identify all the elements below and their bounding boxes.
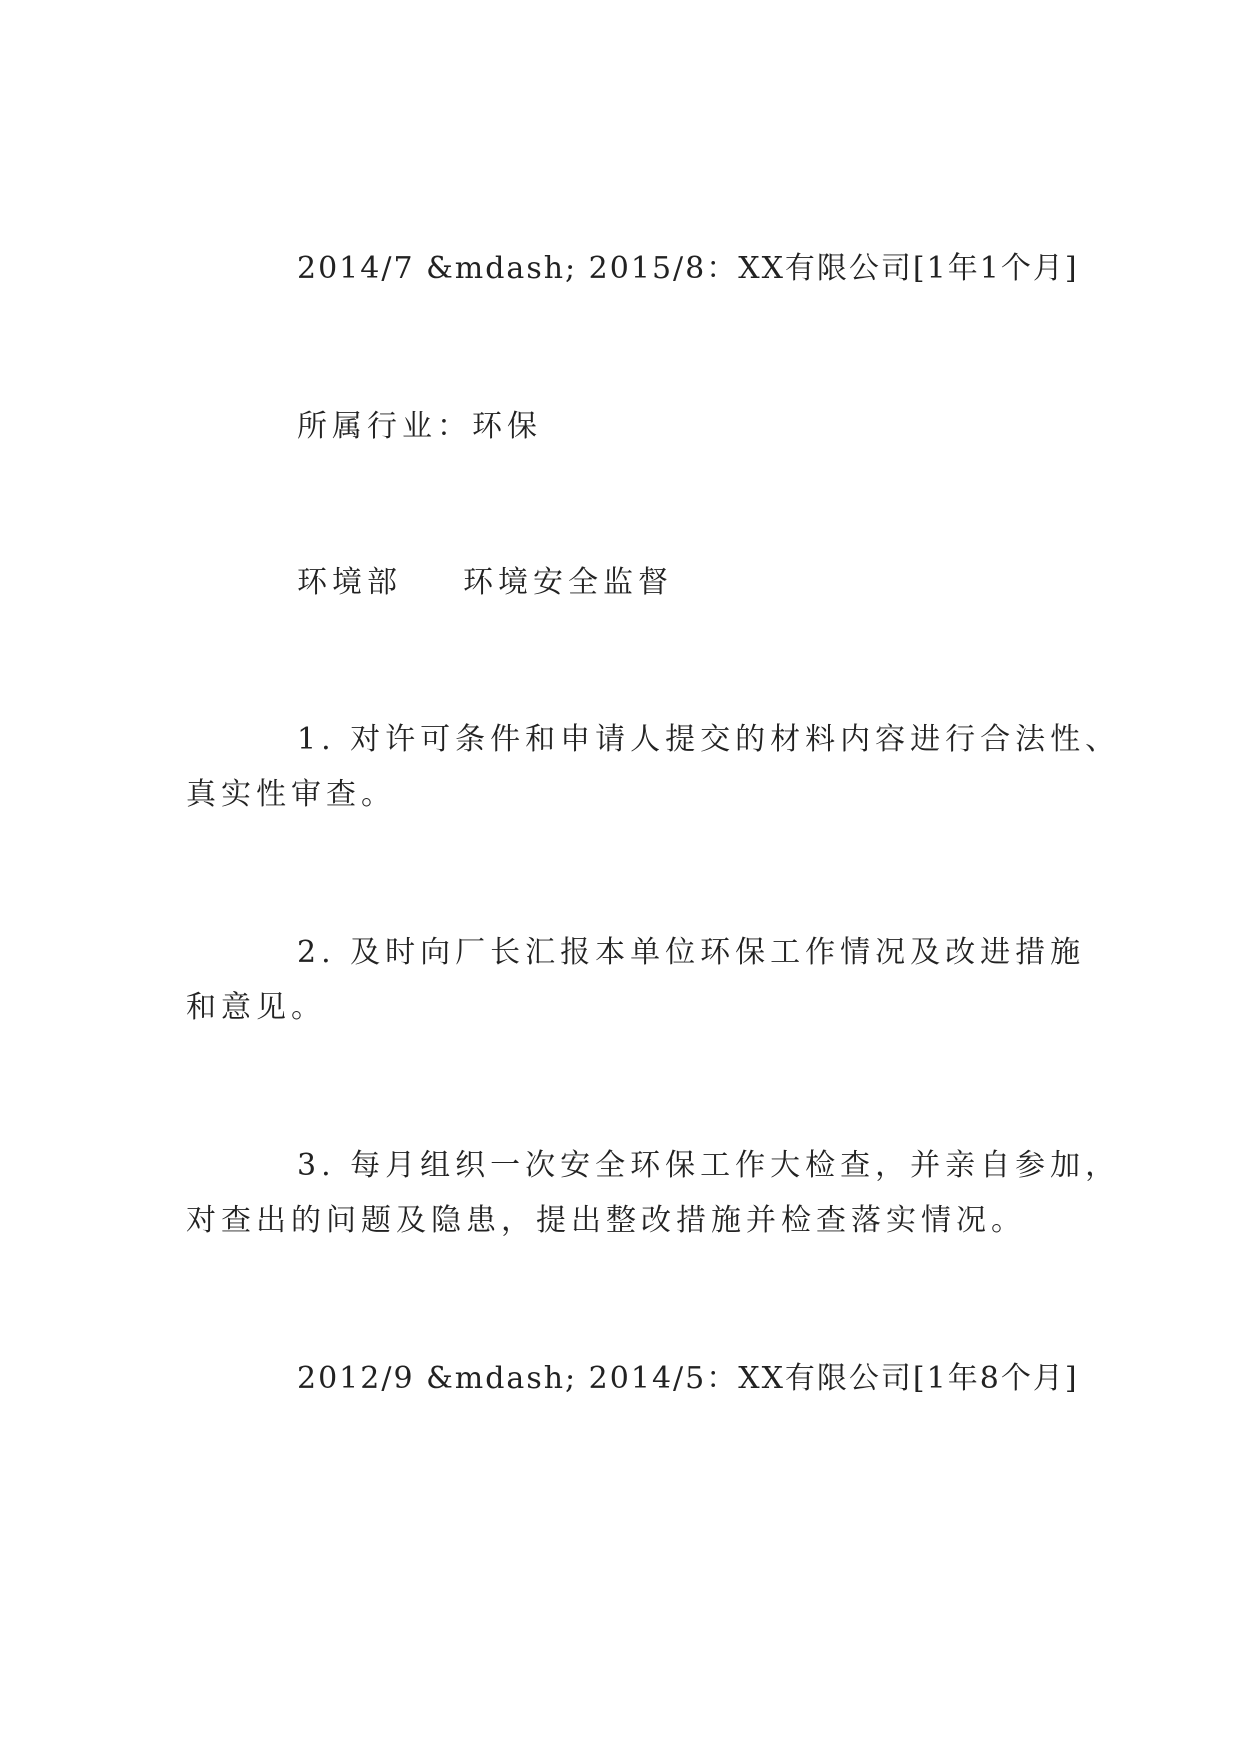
job-position: 环境安全监督 (463, 565, 673, 600)
job-industry: 所属行业：环保 (297, 409, 542, 444)
duty-line: 3. 每月组织一次安全环保工作大检查，并亲自参加， (297, 1148, 1121, 1183)
duty-line: 和意见。 (186, 990, 326, 1025)
job-department-row (297, 565, 673, 600)
duty-line: 真实性审查。 (186, 777, 396, 812)
job-period: 2012/9 &mdash; 2014/5：XX有限公司[1年8个月] (297, 1361, 1079, 1396)
job-period: 2014/7 &mdash; 2015/8：XX有限公司[1年1个月] (297, 251, 1079, 286)
duty-line: 2. 及时向厂长汇报本单位环保工作情况及改进措施 (297, 935, 1086, 970)
duty-line: 对查出的问题及隐患，提出整改措施并检查落实情况。 (186, 1203, 1026, 1238)
job-department: 环境部 (297, 565, 402, 600)
duty-line: 1. 对许可条件和申请人提交的材料内容进行合法性、 (297, 722, 1121, 757)
